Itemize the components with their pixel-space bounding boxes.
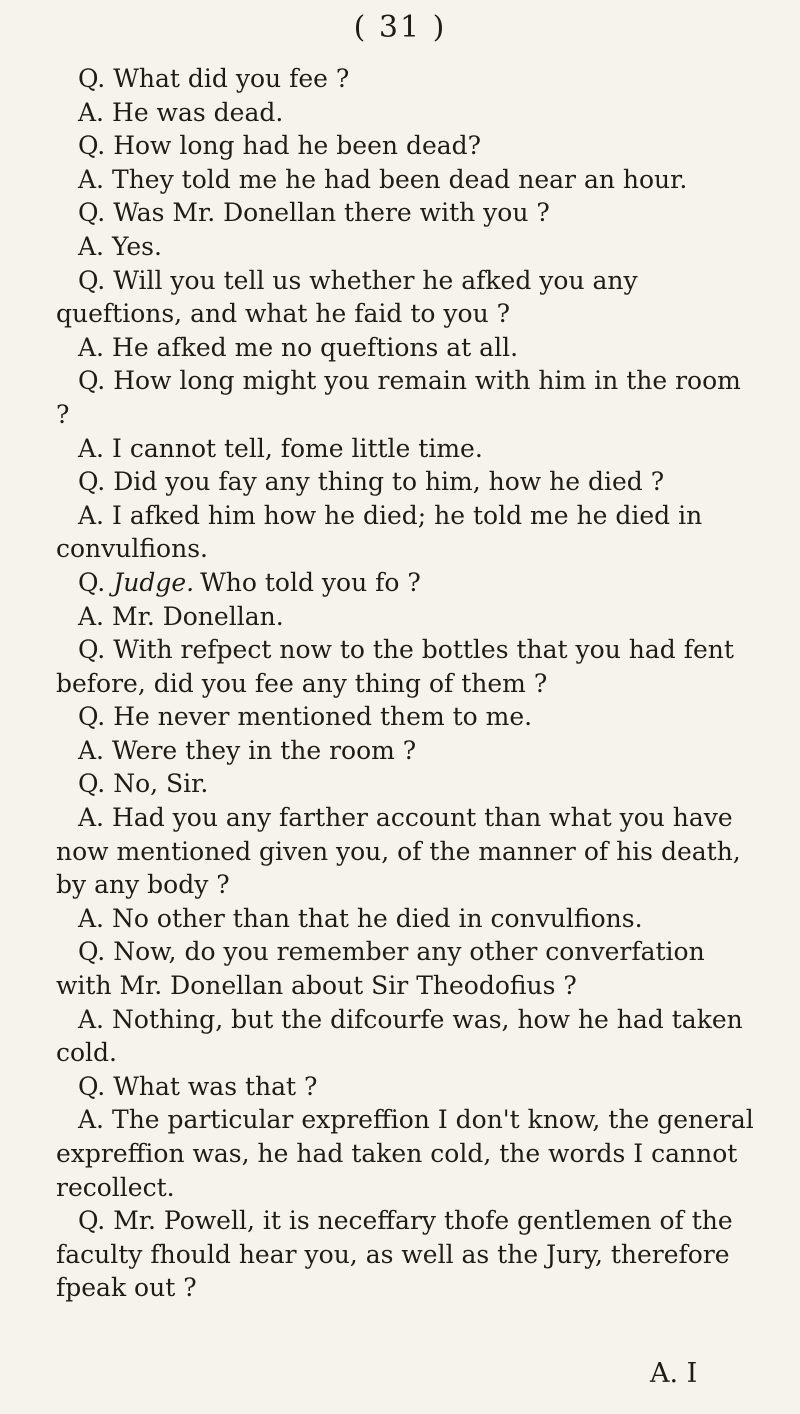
line-text: Mr. Powell, it is neceffary thofe gentlemen of the faculty fhould hear you, as well as the Jury, therefore fpeak out ? (56, 1206, 733, 1303)
testimony-line (56, 96, 756, 130)
testimony-body (56, 62, 756, 1305)
testimony-line (56, 331, 756, 365)
line-text: The particular expreffion I don't know, the general expreffion was, he had taken cold, the words I cannot recollect. (56, 1105, 754, 1202)
speaker-label: Q. (78, 769, 106, 799)
speaker-label: A. (78, 332, 105, 362)
speaker-label: Q. (78, 1206, 106, 1236)
speaker-label: A. (78, 97, 105, 127)
speaker-label: A. (78, 601, 105, 631)
testimony-line (56, 1003, 756, 1070)
testimony-line (56, 801, 756, 902)
line-text: Now, do you remember any other converfation with Mr. Donellan about Sir Theodofius ? (56, 937, 705, 1001)
line-text: Nothing, but the difcourfe was, how he had taken cold. (56, 1004, 743, 1068)
line-text: Mr. Donellan. (112, 601, 284, 631)
testimony-line (56, 734, 756, 768)
speaker-label: A. (78, 1105, 105, 1135)
testimony-line (56, 767, 756, 801)
testimony-line (56, 129, 756, 163)
testimony-line (56, 196, 756, 230)
speaker-label: Q. (78, 64, 106, 93)
speaker-label: Q. (78, 1071, 106, 1101)
testimony-line (56, 902, 756, 936)
speaker-label: A. (78, 803, 105, 833)
line-text: Was Mr. Donellan there with you ? (113, 198, 550, 228)
testimony-line (56, 465, 756, 499)
testimony-line (56, 264, 756, 331)
line-text: Will you tell us whether he afked you any queftions, and what he faid to you ? (56, 265, 638, 329)
speaker-label: A. (78, 735, 105, 765)
line-text: Did you fay any thing to him, how he died ? (113, 467, 665, 497)
testimony-line (56, 700, 756, 734)
line-text: What did you fee ? (113, 64, 350, 93)
testimony-line (56, 364, 756, 431)
speaker-label: Q. (78, 131, 106, 161)
testimony-line (56, 62, 756, 96)
speaker-label: A. (78, 500, 105, 530)
line-text: I cannot tell, fome little time. (112, 433, 483, 463)
speaker-label: Q. (78, 635, 106, 665)
testimony-line (56, 1103, 756, 1204)
line-text: Were they in the room ? (112, 735, 417, 765)
line-text: What was that ? (113, 1071, 318, 1101)
line-text: He never mentioned them to me. (113, 702, 533, 732)
testimony-line (56, 432, 756, 466)
speaker-label: A. (78, 231, 105, 261)
testimony-line (56, 163, 756, 197)
speaker-label: Q. (78, 567, 106, 597)
testimony-line (56, 633, 756, 700)
speaker-label: A. (78, 164, 105, 194)
testimony-line (56, 1204, 756, 1305)
speaker-label: Q. (78, 366, 106, 396)
speaker-label: Q. (78, 937, 106, 967)
testimony-line (56, 499, 756, 566)
line-text: Who told you fo ? (200, 567, 421, 597)
page-number: ( 31 ) (353, 10, 447, 45)
line-text: No other than that he died in convulfions. (112, 903, 643, 933)
line-text: Had you any farther account than what you have now mentioned given you, of the manner of his death, by any body ? (56, 803, 741, 900)
speaker-label: A. (78, 1004, 105, 1034)
speaker-label: Q. (78, 467, 106, 497)
line-text: How long had he been dead? (113, 131, 482, 161)
line-text: I afked him how he died; he told me he died in convulfions. (56, 500, 703, 564)
testimony-line (56, 1070, 756, 1104)
speaker-label: A. (78, 903, 105, 933)
speaker-label: Q. (78, 265, 106, 295)
line-text: They told me he had been dead near an hour. (112, 164, 688, 194)
speaker-label: A. (78, 433, 105, 463)
testimony-line (56, 600, 756, 634)
speaker-label: Q. (78, 702, 106, 732)
speaker-label: Q. (78, 198, 106, 228)
testimony-line (56, 935, 756, 1002)
line-text: How long might you remain with him in the room ? (56, 366, 741, 429)
judge-label: Judge. (113, 567, 195, 597)
testimony-line (56, 230, 756, 264)
line-text: No, Sir. (113, 769, 209, 799)
testimony-line (56, 566, 756, 600)
line-text: Yes. (112, 231, 162, 261)
catchword: A. I (650, 1358, 698, 1389)
line-text: He was dead. (112, 97, 284, 127)
line-text: With refpect now to the bottles that you had fent before, did you fee any thing of them ? (56, 635, 734, 698)
line-text: He afked me no queftions at all. (112, 332, 519, 362)
